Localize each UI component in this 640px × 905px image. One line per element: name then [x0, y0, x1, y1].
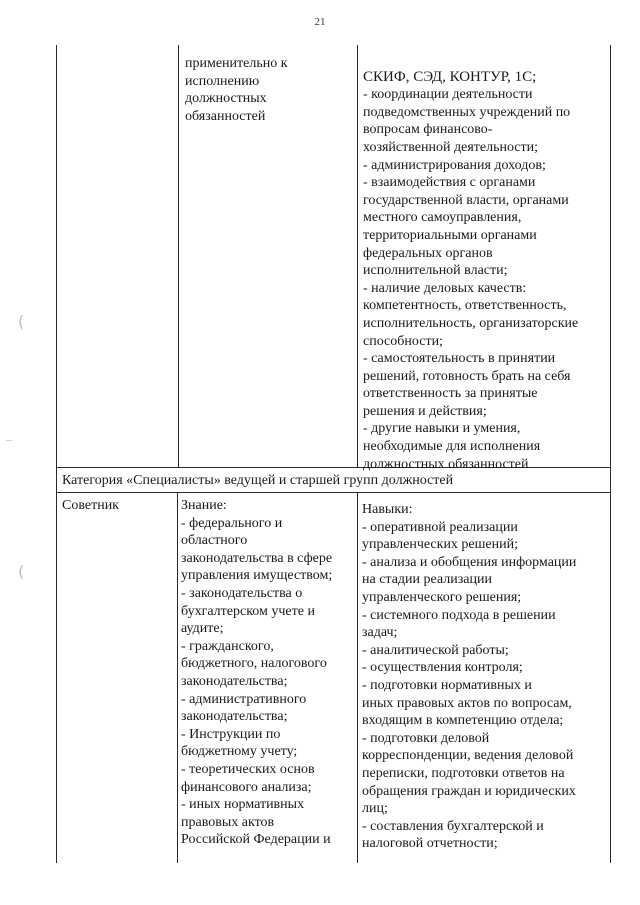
page-number: 21: [314, 16, 326, 28]
table-cell-skills-bottom: Навыки: - оперативной реализации управленческих решений; - анализа и обобщения информации на стадии реализации управленческого решения; - системного подхода в решении задач; - аналитической работы; - осуществления контроля; - подготовки нормативных и иных правовых актов по вопросам, входящим в компетенцию отдела; - подготовки деловой корреспонденции, ведения деловой переписки, подготовки ответов на обращения граждан и юридических лиц; - составления бухгалтерской и налоговой отчетности;: [362, 502, 577, 852]
row-divider: [56, 492, 611, 493]
table-border-left: [56, 45, 57, 863]
scan-artifact: [6, 440, 12, 441]
skills-software-list: СКИФ, СЭД, КОНТУР, 1С;: [363, 68, 537, 85]
column-divider: [357, 45, 358, 467]
table-cell-knowledge: Знание: - федерального и областного законодательства в сфере управления имуществом; - законодательства о бухгалтерском учете и аудите; - гражданского, бюджетного, налогового законодательства; - административного законодательства; - Инструкции по бюджетному учету; - теоретических основ финансового анализа; - иных нормативных правовых актов Российской Федерации и: [181, 498, 333, 848]
column-divider: [177, 492, 178, 863]
punch-hole-mark: (: [18, 562, 25, 581]
category-heading-row: Категория «Специалисты» ведущей и старшей групп должностей: [62, 473, 454, 488]
table-cell-duties-applied: применительно к исполнению должностных обязанностей: [185, 56, 288, 124]
skills-list-top: - координации деятельности подведомственных учреждений по вопросам финансово- хозяйственной деятельности; - администрирования доходов; - взаимодействия с органами государственной власти, органами местного самоуправления, территориальными органами федеральных органов исполнительной власти; - наличие деловых качеств: компетентность, ответственность, исполнительность, организаторские способности; - самостоятельность в принятии решений, готовность брать на себя ответственность за принятые решения и действия; - другие навыки и умения, необходимые для исполнения должностных обязанностей: [363, 87, 579, 472]
punch-hole-mark: (: [18, 312, 25, 331]
column-divider: [178, 45, 179, 467]
column-divider: [357, 492, 358, 863]
table-cell-skills-top: [363, 51, 615, 491]
position-title: Советник: [62, 498, 119, 513]
